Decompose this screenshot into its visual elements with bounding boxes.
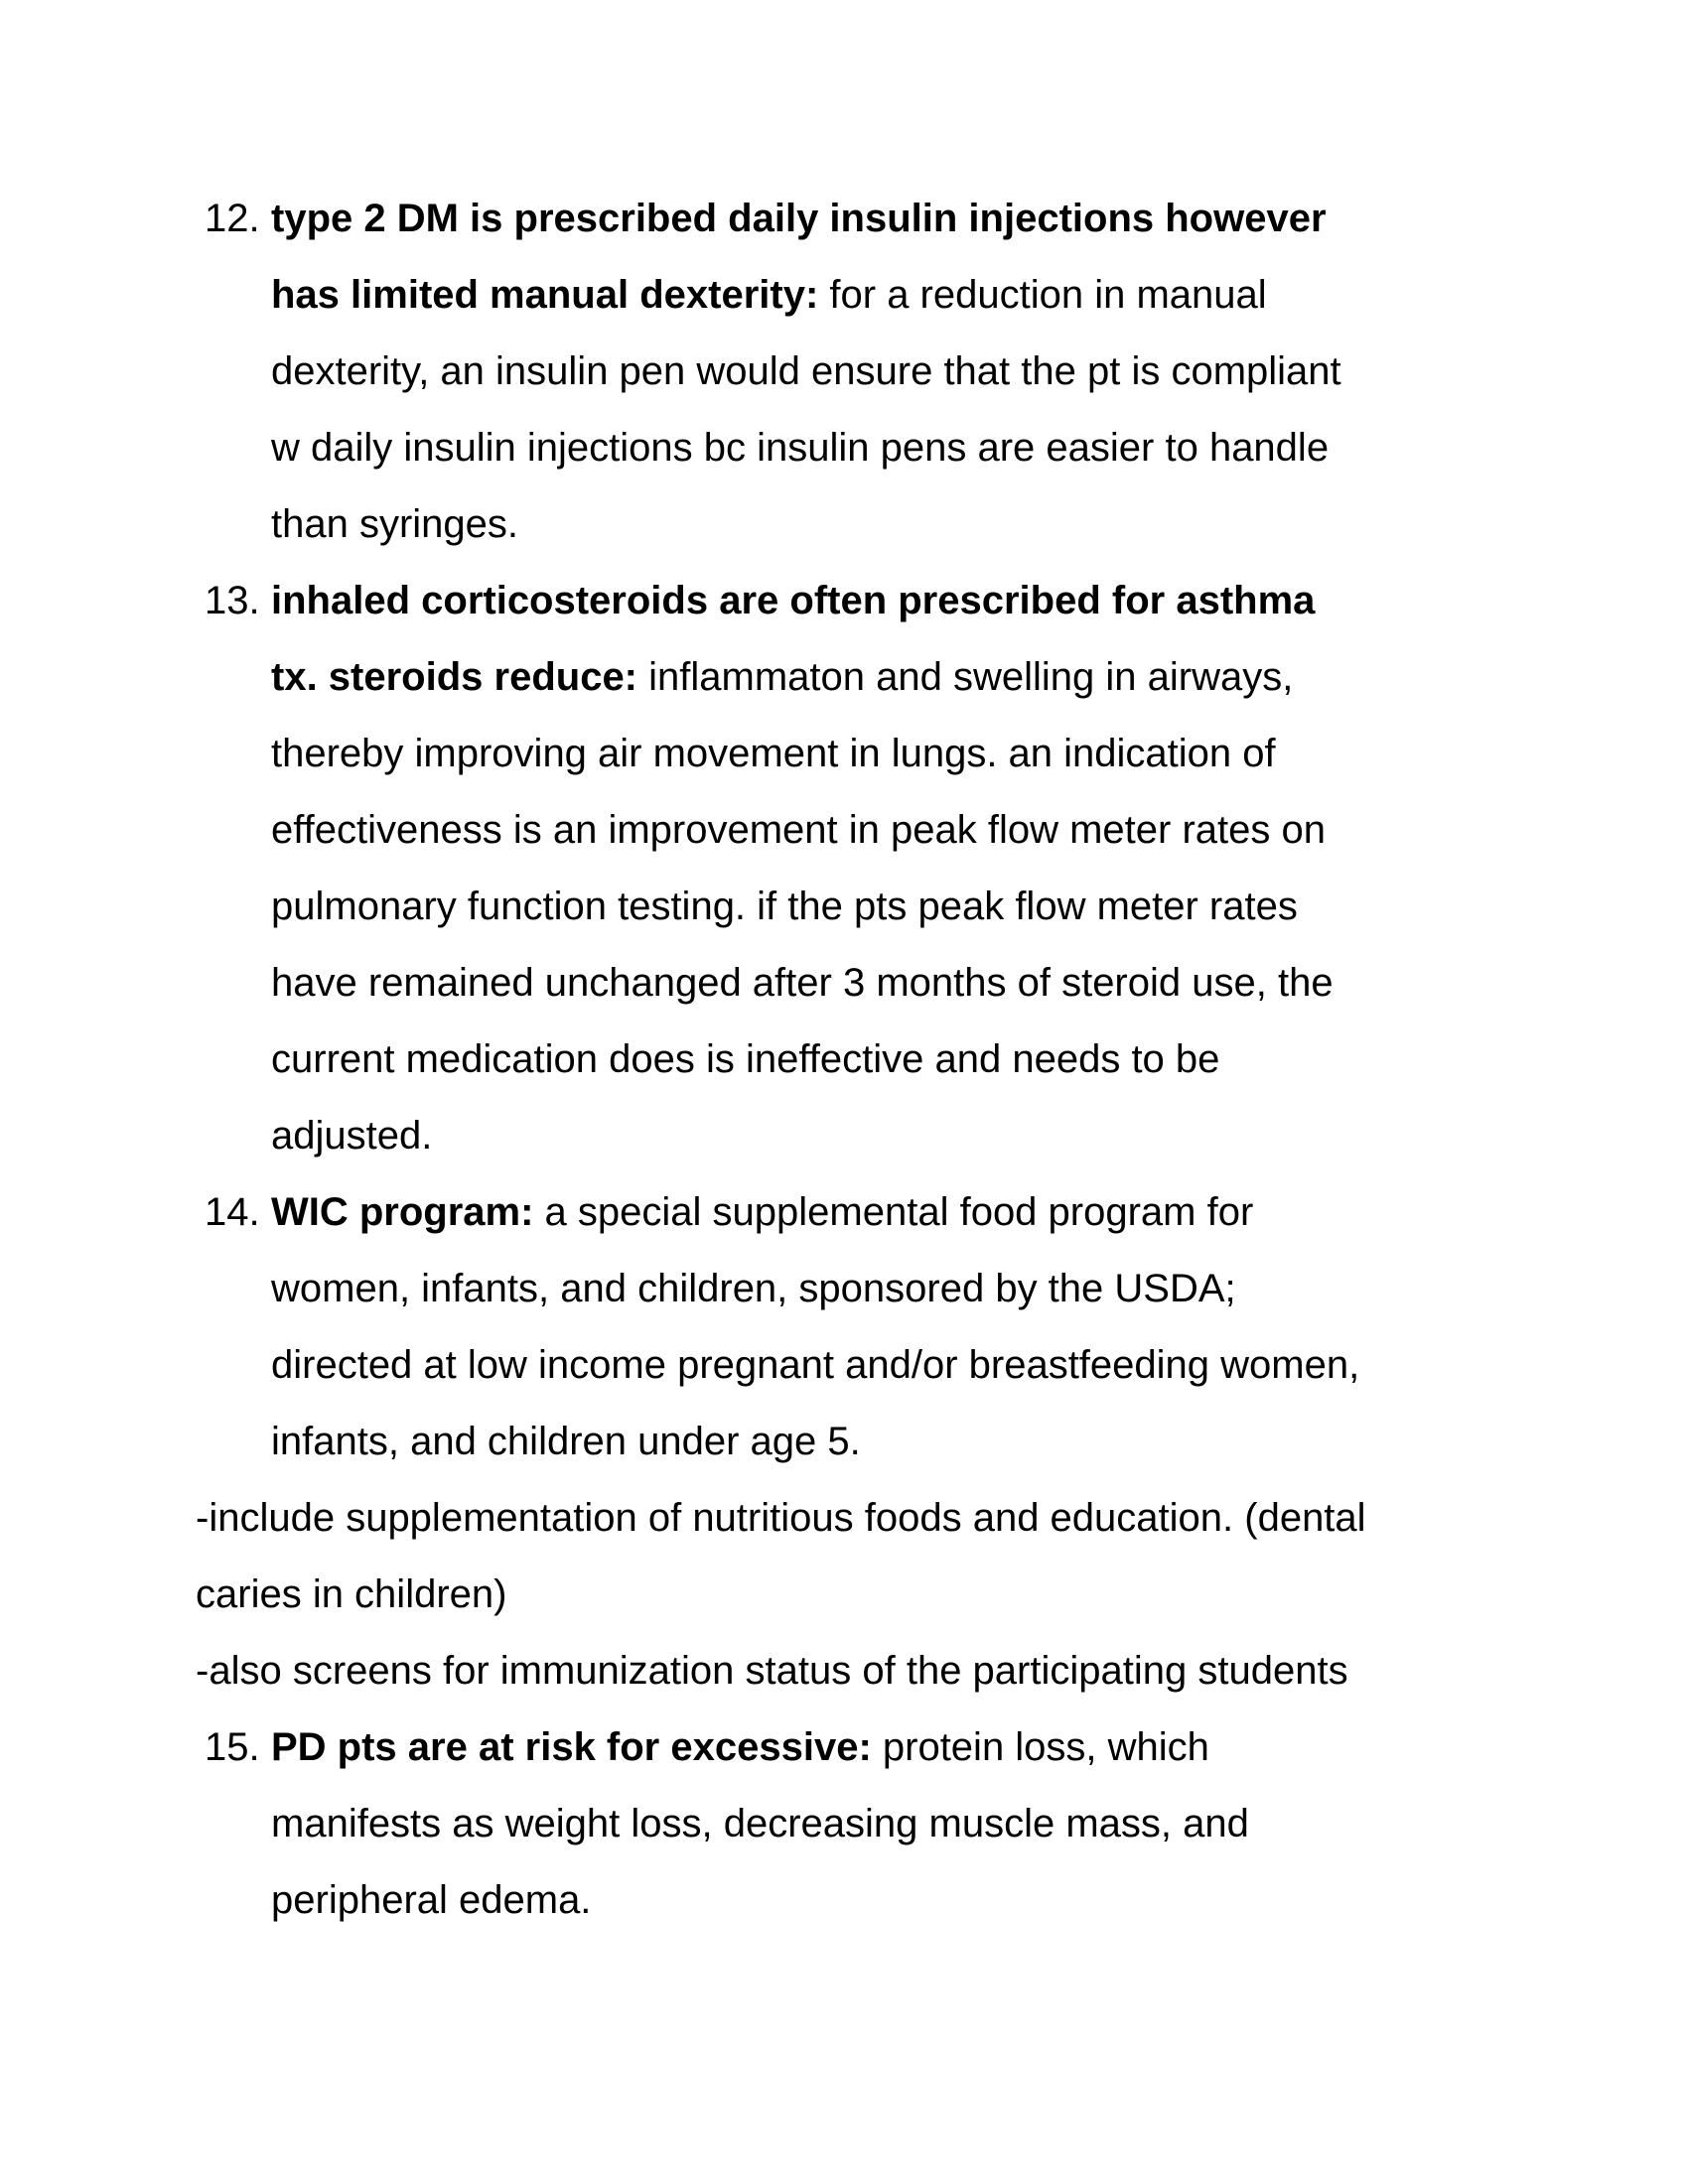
- bold-text-segment: WIC program:: [271, 1190, 534, 1234]
- bold-text-segment: type 2 DM is prescribed daily insulin injections however: [271, 197, 1327, 240]
- list-number: 13.: [205, 579, 260, 622]
- text-segment: for a reduction in manual: [818, 273, 1267, 317]
- text-segment: peripheral edema.: [271, 1878, 592, 1922]
- text-segment: effectiveness is an improvement in peak flow meter rates on: [271, 808, 1326, 852]
- text-line: [0, 869, 1688, 945]
- text-segment: thereby improving air movement in lungs. an indication of: [271, 732, 1276, 775]
- text-segment: current medication does is ineffective and needs to be: [271, 1037, 1220, 1081]
- text-line: [0, 792, 1688, 869]
- text-segment: manifests as weight loss, decreasing muscle mass, and: [271, 1802, 1249, 1845]
- text-line: [0, 945, 1688, 1022]
- bold-text-segment: tx. steroids reduce:: [271, 655, 638, 699]
- text-line: [0, 1709, 1688, 1786]
- bold-text-segment: PD pts are at risk for excessive:: [271, 1725, 872, 1769]
- text-segment: have remained unchanged after 3 months of steroid use, the: [271, 961, 1334, 1005]
- text-segment: protein loss, which: [871, 1725, 1209, 1769]
- text-segment: -include supplementation of nutritious foods and education. (dental: [196, 1496, 1366, 1540]
- text-line: [0, 639, 1688, 716]
- text-line: [0, 1557, 1688, 1633]
- text-line: [0, 1786, 1688, 1862]
- text-segment: -also screens for immunization status of the participating students: [196, 1649, 1348, 1693]
- text-segment: pulmonary function testing. if the pts peak flow meter rates: [271, 885, 1298, 928]
- list-number: 12.: [205, 197, 260, 240]
- text-line: [0, 257, 1688, 334]
- list-number: 15.: [205, 1725, 260, 1769]
- text-segment: infants, and children under age 5.: [271, 1420, 861, 1463]
- text-line: [0, 1174, 1688, 1251]
- bold-text-segment: has limited manual dexterity:: [271, 273, 819, 317]
- text-line: [0, 1404, 1688, 1480]
- text-line: [0, 1862, 1688, 1939]
- text-segment: directed at low income pregnant and/or breastfeeding women,: [271, 1343, 1360, 1387]
- text-segment: dexterity, an insulin pen would ensure that the pt is compliant: [271, 349, 1341, 393]
- text-line: [0, 334, 1688, 410]
- text-line: [0, 1251, 1688, 1327]
- text-line: [0, 1098, 1688, 1174]
- text-segment: caries in children): [196, 1572, 507, 1616]
- text-segment: w daily insulin injections bc insulin pens are easier to handle: [271, 426, 1330, 470]
- text-line: [0, 1480, 1688, 1557]
- text-line: [0, 181, 1688, 257]
- text-segment: than syringes.: [271, 502, 519, 546]
- text-segment: adjusted.: [271, 1114, 433, 1158]
- notes-text-block: [0, 181, 1688, 1939]
- text-segment: a special supplemental food program for: [533, 1190, 1254, 1234]
- text-line: [0, 410, 1688, 486]
- text-line: [0, 1022, 1688, 1098]
- text-segment: women, infants, and children, sponsored by the USDA;: [271, 1267, 1236, 1310]
- bold-text-segment: inhaled corticosteroids are often prescribed for asthma: [271, 579, 1316, 622]
- text-line: [0, 1633, 1688, 1709]
- list-number: 14.: [205, 1190, 260, 1234]
- text-segment: inflammaton and swelling in airways,: [637, 655, 1294, 699]
- text-line: [0, 1327, 1688, 1404]
- text-line: [0, 716, 1688, 792]
- text-line: [0, 563, 1688, 639]
- text-line: [0, 486, 1688, 563]
